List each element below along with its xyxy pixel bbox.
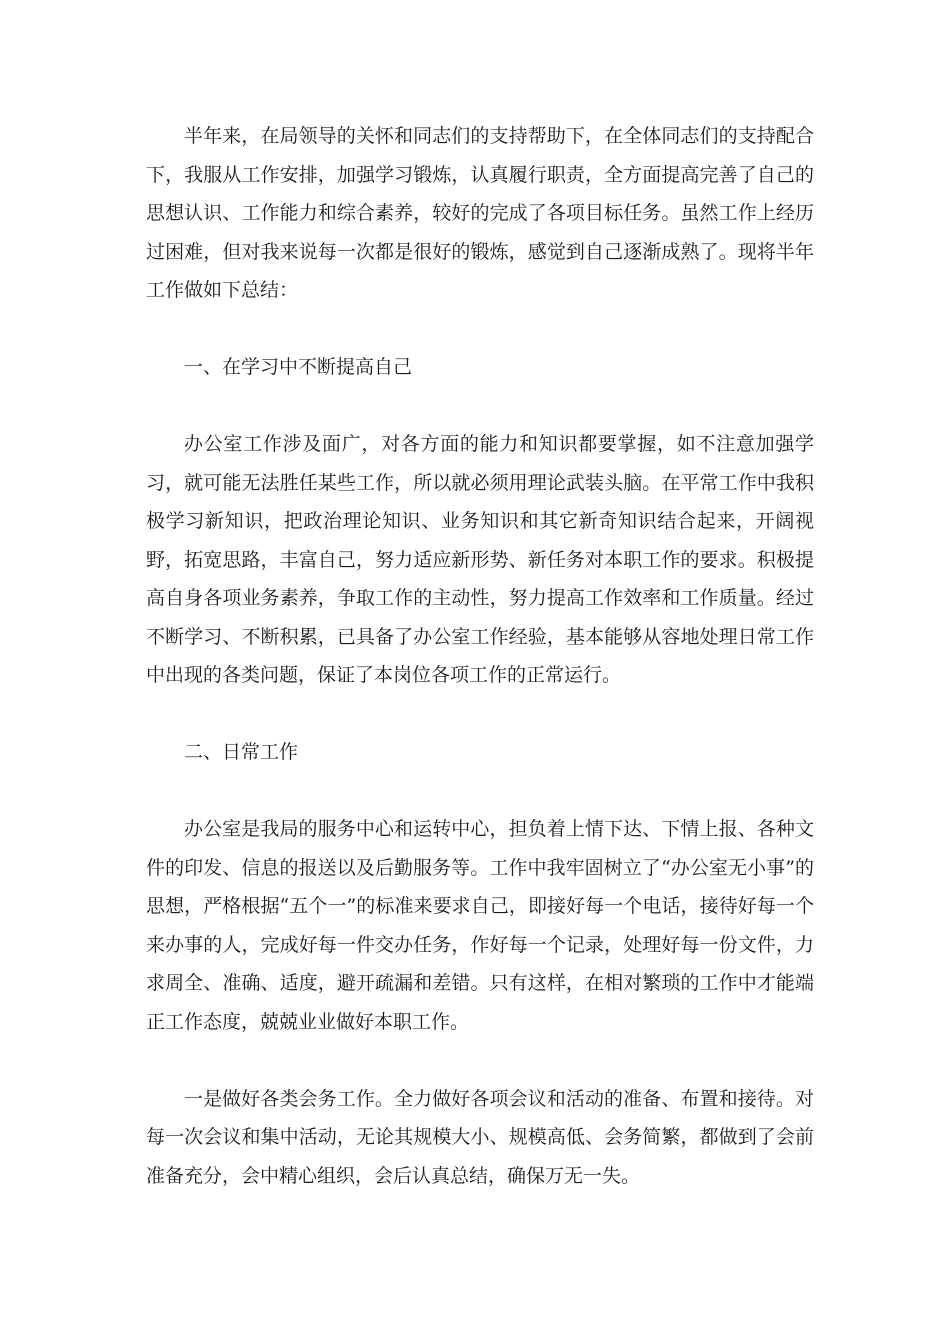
section-heading-study: 一、在学习中不断提高自己 [184,356,413,378]
study-paragraph: 办公室工作涉及面广，对各方面的能力和知识都要掌握，如不注意加强学习，就可能无法胜任某些工作，所以就必须用理论武装头脑。在平常工作中我积极学习新知识，把政治理论知识、业务知识和其它新奇知识结合起来，开阔视野，拓宽思路，丰富自己，努力适应新形势、新任务对本职工作的要求。积极提高自身各项业务素养，争取工作的主动性，努力提高工作效率和工作质量。经过不断学习、不断积累，已具备了办公室工作经验，基本能够从容地处理日常工作中出现的各类问题，保证了本岗位各项工作的正常运行。 [146,433,814,686]
spacer [146,695,814,734]
spacer [146,772,814,811]
intro-paragraph: 半年来，在局领导的关怀和同志们的支持帮助下，在全体同志们的支持配合下，我服从工作安排，加强学习锻炼，认真履行职责，全方面提高完善了自己的思想认识、工作能力和综合素养，较好的完成了各项目标任务。虽然工作上经历过困难，但对我来说每一次都是很好的锻炼，感觉到自己逐渐成熟了。现将半年工作做如下总结： [146,125,814,301]
section-heading-daily-work: 二、日常工作 [184,741,299,763]
daily-work-paragraph: 办公室是我局的服务中心和运转中心，担负着上情下达、下情上报、各种文件的印发、信息的报送以及后勤服务等。工作中我牢固树立了“办公室无小事”的思想，严格根据“五个一”的标准来要求自己，即接好每一个电话，接待好每一个来办事的人，完成好每一件交办任务，作好每一个记录，处理好每一份文件，力求周全、准确、适度，避开疏漏和差错。只有这样，在相对繁琐的工作中才能端正工作态度，兢兢业业做好本职工作。 [146,818,814,1033]
spacer [146,1041,814,1080]
document-body [146,117,814,1195]
spacer [146,310,814,349]
spacer [146,387,814,426]
meeting-work-paragraph: 一是做好各类会务工作。全力做好各项会议和活动的准备、布置和接待。对每一次会议和集中活动，无论其规模大小、规模高低、会务简繁，都做到了会前准备充分，会中精心组织，会后认真总结，确保万无一失。 [146,1087,814,1187]
